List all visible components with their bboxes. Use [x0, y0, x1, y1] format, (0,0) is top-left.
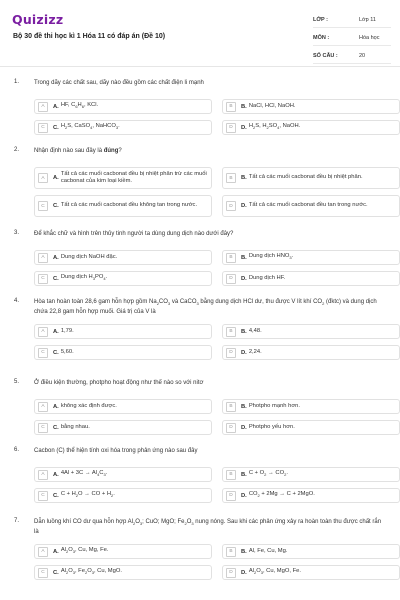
option-letter: A. [53, 175, 59, 181]
question-text: Ở điều kiện thường, photpho hoạt động như thế nào so với nitơ [34, 380, 204, 386]
question-1 [0, 79, 400, 135]
answer-options [34, 544, 388, 580]
answer-option-b[interactable] [222, 324, 400, 339]
answer-option-b[interactable] [222, 167, 400, 189]
option-checkbox[interactable]: D [226, 123, 236, 133]
meta-value: Hóa học [359, 34, 380, 41]
answer-options [34, 167, 388, 217]
option-checkbox[interactable]: A [38, 327, 48, 337]
answer-option-a[interactable] [34, 167, 212, 189]
option-checkbox[interactable]: A [38, 253, 48, 263]
option-letter: D. [241, 349, 247, 356]
answer-option-d[interactable] [222, 120, 400, 135]
option-checkbox[interactable]: D [226, 491, 236, 501]
option-text: 1,79. [60, 327, 74, 334]
answer-option-a[interactable] [34, 99, 212, 114]
option-checkbox[interactable]: D [226, 348, 236, 358]
question-text: Dẫn luồng khí CO dư qua hỗn hợp $Al_2O_3$; CuO; MgO; $Fe_2O_3$ nung nóng. Sau khi các phản ứng xảy ra hoàn toàn thu được chất rắn là [34, 519, 382, 536]
option-text: Al, Fe, Cu, Mg. [248, 547, 288, 554]
option-text: $4Al + 3C \to Al_4C_3$. [60, 470, 108, 478]
option-checkbox[interactable]: C [38, 568, 48, 578]
answer-option-c[interactable] [34, 488, 212, 503]
option-checkbox[interactable]: C [38, 348, 48, 358]
question-number: 7. [14, 518, 20, 524]
option-letter: B. [241, 254, 247, 261]
option-letter: C. [53, 124, 59, 131]
answer-options [34, 467, 388, 503]
question-7 [0, 518, 400, 580]
option-text: $H_2S$, $H_2SO_4$, NaOH. [248, 123, 301, 131]
option-letter: D. [241, 275, 247, 282]
meta-value: 20 [359, 52, 366, 59]
option-letter: B. [241, 103, 247, 110]
option-checkbox[interactable]: A [38, 173, 48, 183]
option-text: $Al_2O_3$, $Fe_2O_3$, Cu, MgO. [60, 568, 122, 576]
answer-option-c[interactable] [34, 195, 212, 217]
option-text: Dung dịch NaOH đặc. [60, 253, 118, 260]
option-checkbox[interactable]: D [226, 423, 236, 433]
option-text: Tất cả các muối cacbonat đều bị nhiệt phân. [248, 174, 363, 181]
answer-option-b[interactable] [222, 399, 400, 414]
answer-option-b[interactable] [222, 250, 400, 265]
answer-option-d[interactable] [222, 488, 400, 503]
answer-option-d[interactable] [222, 271, 400, 286]
meta-label: MÔN : [313, 34, 330, 41]
answer-option-d[interactable] [222, 195, 400, 217]
option-text: $C + O_2 \to CO_2$. [248, 470, 288, 478]
question-3 [0, 230, 400, 286]
answer-options [34, 399, 388, 435]
option-letter: C. [53, 492, 59, 499]
option-checkbox[interactable]: B [226, 547, 236, 557]
question-number: 2. [14, 147, 20, 153]
option-letter: C. [53, 349, 59, 356]
answer-option-c[interactable] [34, 120, 212, 135]
worksheet-title: Bộ 30 đề thi học kì 1 Hóa 11 có đáp án (Đề 10) [13, 33, 166, 40]
meta-value: Lớp 11 [359, 16, 376, 23]
option-letter: D. [241, 424, 247, 431]
answer-option-d[interactable] [222, 420, 400, 435]
answer-options [34, 250, 388, 286]
option-letter: B. [241, 471, 247, 478]
option-text: $CO_2 + 2Mg \to C + 2MgO$. [248, 491, 315, 499]
question-number: 5. [14, 379, 20, 385]
question-number: 1. [14, 79, 20, 85]
question-5 [0, 379, 400, 435]
option-text: không xác định được. [60, 402, 117, 409]
option-letter: C. [53, 424, 59, 431]
meta-row-question-count [313, 48, 391, 64]
question-number: 4. [14, 298, 20, 304]
meta-row-subject [313, 30, 391, 46]
option-checkbox[interactable]: C [38, 491, 48, 501]
option-text: $Al_2O_3$, Cu, Mg, Fe. [60, 547, 109, 555]
option-checkbox[interactable]: A [38, 547, 48, 557]
option-letter: B. [241, 403, 247, 410]
question-text: Để khắc chữ và hình trên thủy tinh người ta dùng dung dịch nào dưới đây? [34, 231, 234, 237]
option-checkbox[interactable]: A [38, 102, 48, 112]
option-checkbox[interactable]: B [226, 173, 236, 183]
option-text: 5,60. [60, 348, 74, 355]
option-checkbox[interactable]: C [38, 423, 48, 433]
answer-option-a[interactable] [34, 467, 212, 482]
option-text: Dung dịch $HNO_3$. [248, 253, 294, 261]
option-checkbox[interactable]: D [226, 568, 236, 578]
question-6 [0, 447, 400, 503]
option-letter: D. [241, 492, 247, 499]
meta-label: LỚP : [313, 16, 328, 23]
option-checkbox[interactable]: B [226, 402, 236, 412]
option-text: Photpho mạnh hơn. [248, 402, 300, 409]
answer-option-a[interactable] [34, 324, 212, 339]
answer-option-c[interactable] [34, 271, 212, 286]
option-checkbox[interactable]: B [226, 327, 236, 337]
option-text: Dung dịch $H_3PO_4$. [60, 274, 108, 282]
option-text: $H_2S$, CaSO$_4$, NaHCO$_3$. [60, 123, 120, 131]
question-number: 3. [14, 230, 20, 236]
option-text: Photpho yếu hơn. [248, 423, 295, 430]
answer-option-a[interactable] [34, 250, 212, 265]
option-letter: B. [241, 328, 247, 335]
option-checkbox[interactable]: B [226, 470, 236, 480]
quizizz-logo: Quizizz [12, 12, 64, 27]
answer-option-c[interactable] [34, 345, 212, 360]
option-letter: A. [53, 548, 59, 555]
option-text: Tất cả các muối cacbonat đều không tan trong nước. [60, 202, 198, 209]
option-text: 2,24. [248, 348, 262, 355]
option-text: Tất cả các muối cacbonat đều bị nhiệt phân trừ các muối cacbonat của kim loại kiềm. [60, 170, 207, 184]
option-letter: A. [53, 403, 59, 410]
question-text: Nhận định nào sau đây là đúng? [34, 148, 122, 154]
option-text: HF, $C_6H_6$, KCl. [60, 102, 99, 110]
option-letter: A. [53, 471, 59, 478]
answer-option-d[interactable] [222, 345, 400, 360]
option-letter: C. [53, 203, 59, 209]
option-text: 4,48. [248, 327, 262, 334]
option-letter: D. [241, 124, 247, 131]
option-checkbox[interactable]: A [38, 402, 48, 412]
answer-option-a[interactable] [34, 544, 212, 559]
option-text: Dung dịch HF. [248, 274, 286, 281]
option-text: $C + H_2O$ → CO + $H_2$. [60, 491, 115, 499]
option-checkbox[interactable]: C [38, 201, 48, 211]
answer-options [34, 99, 388, 135]
answer-option-d[interactable] [222, 565, 400, 580]
option-letter: A. [53, 328, 59, 335]
answer-option-b[interactable] [222, 544, 400, 559]
meta-row-class [313, 12, 391, 28]
option-checkbox[interactable]: D [226, 201, 236, 211]
option-text: bằng nhau. [60, 423, 90, 430]
answer-option-a[interactable] [34, 399, 212, 414]
worksheet-header [0, 0, 400, 67]
option-letter: D. [241, 569, 247, 576]
option-checkbox[interactable]: A [38, 470, 48, 480]
option-checkbox[interactable]: B [226, 102, 236, 112]
option-letter: A. [53, 254, 59, 261]
option-text: $Al_2O_3$, Cu, MgO, Fe. [248, 568, 301, 576]
meta-label: SỐ CÂU : [313, 52, 338, 59]
option-checkbox[interactable]: C [38, 274, 48, 284]
question-4 [0, 298, 400, 360]
worksheet-meta [313, 12, 391, 66]
answer-option-b[interactable] [222, 99, 400, 114]
question-text: Cacbon (C) thể hiện tính oxi hóa trong phản ứng nào sau đây [34, 448, 198, 454]
question-text: Trong dãy các chất sau, dãy nào đều gồm các chất điện li mạnh [34, 80, 204, 86]
option-checkbox[interactable]: B [226, 253, 236, 263]
option-letter: A. [53, 103, 59, 110]
option-letter: D. [241, 203, 247, 209]
option-checkbox[interactable]: D [226, 274, 236, 284]
answer-option-c[interactable] [34, 420, 212, 435]
question-2 [0, 147, 400, 217]
option-letter: B. [241, 175, 247, 181]
option-checkbox[interactable]: C [38, 123, 48, 133]
option-text: NaCl, HCl, NaOH. [248, 102, 296, 109]
option-letter: B. [241, 548, 247, 555]
option-letter: C. [53, 569, 59, 576]
option-letter: C. [53, 275, 59, 282]
question-number: 6. [14, 447, 20, 453]
answer-option-b[interactable] [222, 467, 400, 482]
question-text: Hòa tan hoàn toàn 28,6 gam hỗn hợp gồm $Na_2CO_3$ và CaCO$_3$ bằng dung dịch HCl dư, thu được V lít khí $CO_2$ (đktc) và dung dịch chứa 22,8 gam hỗn hợp muối. Giá trị của V là [34, 299, 377, 316]
answer-options [34, 324, 388, 360]
answer-option-c[interactable] [34, 565, 212, 580]
option-text: Tất cả các muối cacbonat đều tan trong nước. [248, 202, 368, 209]
